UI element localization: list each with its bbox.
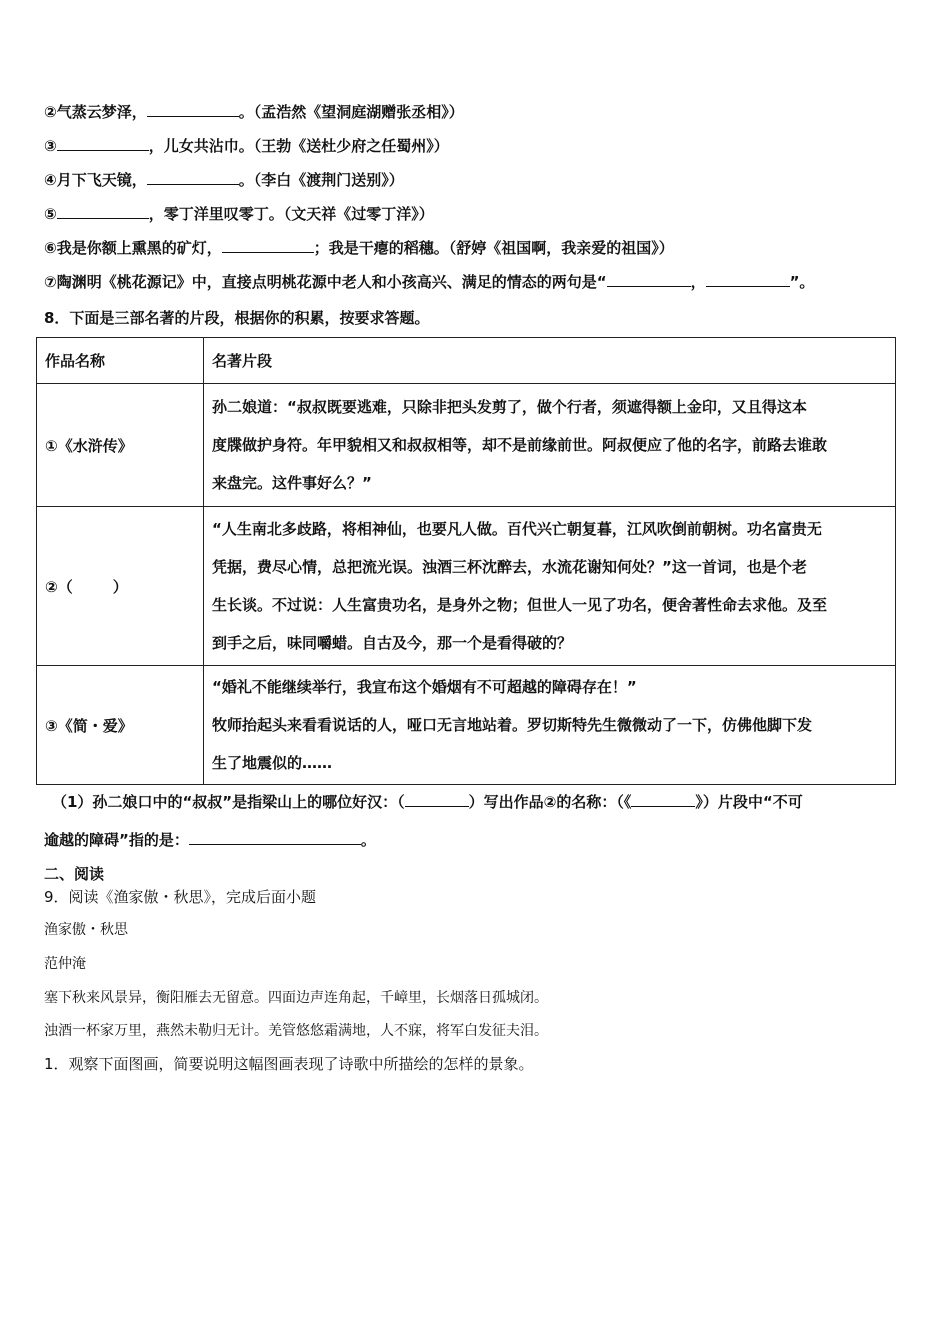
q5-after: ，零丁洋里叹零丁。（文天祥《过零丁洋》） (148, 205, 434, 223)
table-header-row (37, 338, 896, 384)
excerpt-line: 到手之后，味同嚼蜡。自古及今，那一个是看得破的？ (212, 634, 573, 652)
work-excerpt (204, 666, 896, 785)
q3-before: ③ (44, 137, 57, 155)
sub1-part2: ）写出作品②的名称：（《 (468, 793, 632, 811)
header-work-name: 作品名称 (37, 338, 204, 384)
q7-blank-1[interactable] (607, 272, 691, 287)
poem-line-2: 浊酒一杯家万里，燕然未勒归无计。羌管悠悠霜满地，人不寐，将军白发征夫泪。 (44, 1023, 548, 1039)
work-title: ①《水浒传》 (37, 384, 204, 507)
excerpt-line: 孙二娘道：“叔叔既要逃难，只除非把头发剪了，做个行者，须遮得额上金印，又且得这本 (212, 398, 807, 416)
q7-blank-2[interactable] (706, 272, 790, 287)
q6-blank[interactable] (222, 238, 314, 253)
q4-blank[interactable] (147, 170, 239, 185)
work-excerpt (204, 384, 896, 507)
q6-after: ；我是干瘪的稻穗。（舒婷《祖国啊，我亲爱的祖国》） (313, 239, 674, 257)
sub1-blank-work[interactable] (631, 792, 695, 807)
sub1-part1: （1）孙二娘口中的“叔叔”是指梁山上的哪位好汉：（ (52, 793, 405, 811)
sub1-part4: 逾越的障碍”指的是： (44, 831, 189, 849)
table-row (37, 384, 896, 507)
q7-middle: ， (690, 273, 706, 291)
header-excerpt: 名著片段 (204, 338, 896, 384)
excerpt-line: 凭据，费尽心情，总把流光误。浊酒三杯沈醉去，水流花谢知何处？”这一首词，也是个老 (212, 558, 807, 576)
works-table (36, 337, 896, 785)
q5-blank[interactable] (57, 204, 149, 219)
q6-before: ⑥我是你额上熏黑的矿灯， (44, 239, 222, 257)
q3-blank[interactable] (57, 136, 149, 151)
work-title (37, 507, 204, 666)
q5-before: ⑤ (44, 205, 57, 223)
excerpt-line: “人生南北多歧路，将相神仙，也要凡人做。百代兴亡朝复暮，江风吹倒前朝树。功名富贵无 (212, 520, 822, 538)
question-8-sub-1-line-2 (44, 830, 376, 850)
work-title-prefix: ②（ (45, 577, 73, 596)
poem-line-1: 塞下秋来风景异，衡阳雁去无留意。四面边声连角起，千嶂里，长烟落日孤城闭。 (44, 990, 548, 1006)
q3-after: ，儿女共沾巾。（王勃《送杜少府之任蜀州》） (148, 137, 449, 155)
q4-after: 。（李白《渡荆门送别》） (238, 171, 404, 189)
question-9-sub-1: 1．观察下面图画，简要说明这幅图画表现了诗歌中所描绘的怎样的景象。 (44, 1055, 534, 1073)
table-row (37, 507, 896, 666)
sub1-blank-hero[interactable] (405, 792, 469, 807)
question-7-item-7 (44, 272, 814, 292)
poem-title: 渔家傲・秋思 (44, 922, 128, 938)
question-7-item-5 (44, 204, 434, 224)
excerpt-line: 来盘完。这件事好么？” (212, 474, 372, 492)
question-7-item-6 (44, 238, 674, 258)
excerpt-line: 牧师抬起头来看看说话的人，哑口无言地站着。罗切斯特先生微微动了一下，仿佛他脚下发 (212, 716, 813, 734)
question-7-item-3 (44, 136, 449, 156)
poem-author: 范仲淹 (44, 956, 86, 972)
sub1-blank-obstacle[interactable] (189, 830, 361, 845)
work-excerpt (204, 507, 896, 666)
question-9-intro: 9．阅读《渔家傲・秋思》，完成后面小题 (44, 888, 317, 906)
question-8-sub-1-line-1 (52, 792, 803, 812)
question-8-intro: 8．下面是三部名著的片段，根据你的积累，按要求答题。 (44, 309, 430, 327)
table-row (37, 666, 896, 785)
section-heading: 二、阅读 (44, 865, 105, 883)
q2-after: 。（孟浩然《望洞庭湖赠张丞相》） (238, 103, 464, 121)
excerpt-line: 生长谈。不过说：人生富贵功名，是身外之物；但世人一见了功名，便舍著性命去求他。及至 (212, 596, 828, 614)
excerpt-line: 度牒做护身符。年甲貌相又和叔叔相等，却不是前缘前世。阿叔便应了他的名字，前路去谁敢 (212, 436, 828, 454)
q2-before: ②气蒸云梦泽， (44, 103, 147, 121)
question-7-item-4 (44, 170, 404, 190)
sub1-part3: 》）片段中“不可 (695, 793, 803, 811)
q7-before: ⑦陶渊明《桃花源记》中，直接点明桃花源中老人和小孩高兴、满足的情态的两句是“ (44, 273, 607, 291)
question-7-item-2 (44, 102, 464, 122)
sub1-part5: 。 (360, 831, 376, 849)
q4-before: ④月下飞天镜， (44, 171, 147, 189)
q2-blank[interactable] (147, 102, 239, 117)
work-title: ③《简・爱》 (37, 666, 204, 785)
work-title-suffix: ） (112, 577, 128, 596)
q7-after: ”。 (789, 273, 815, 291)
excerpt-line: 生了地震似的…… (212, 754, 333, 772)
excerpt-line: “婚礼不能继续举行，我宣布这个婚烟有不可超越的障碍存在！” (212, 678, 637, 696)
